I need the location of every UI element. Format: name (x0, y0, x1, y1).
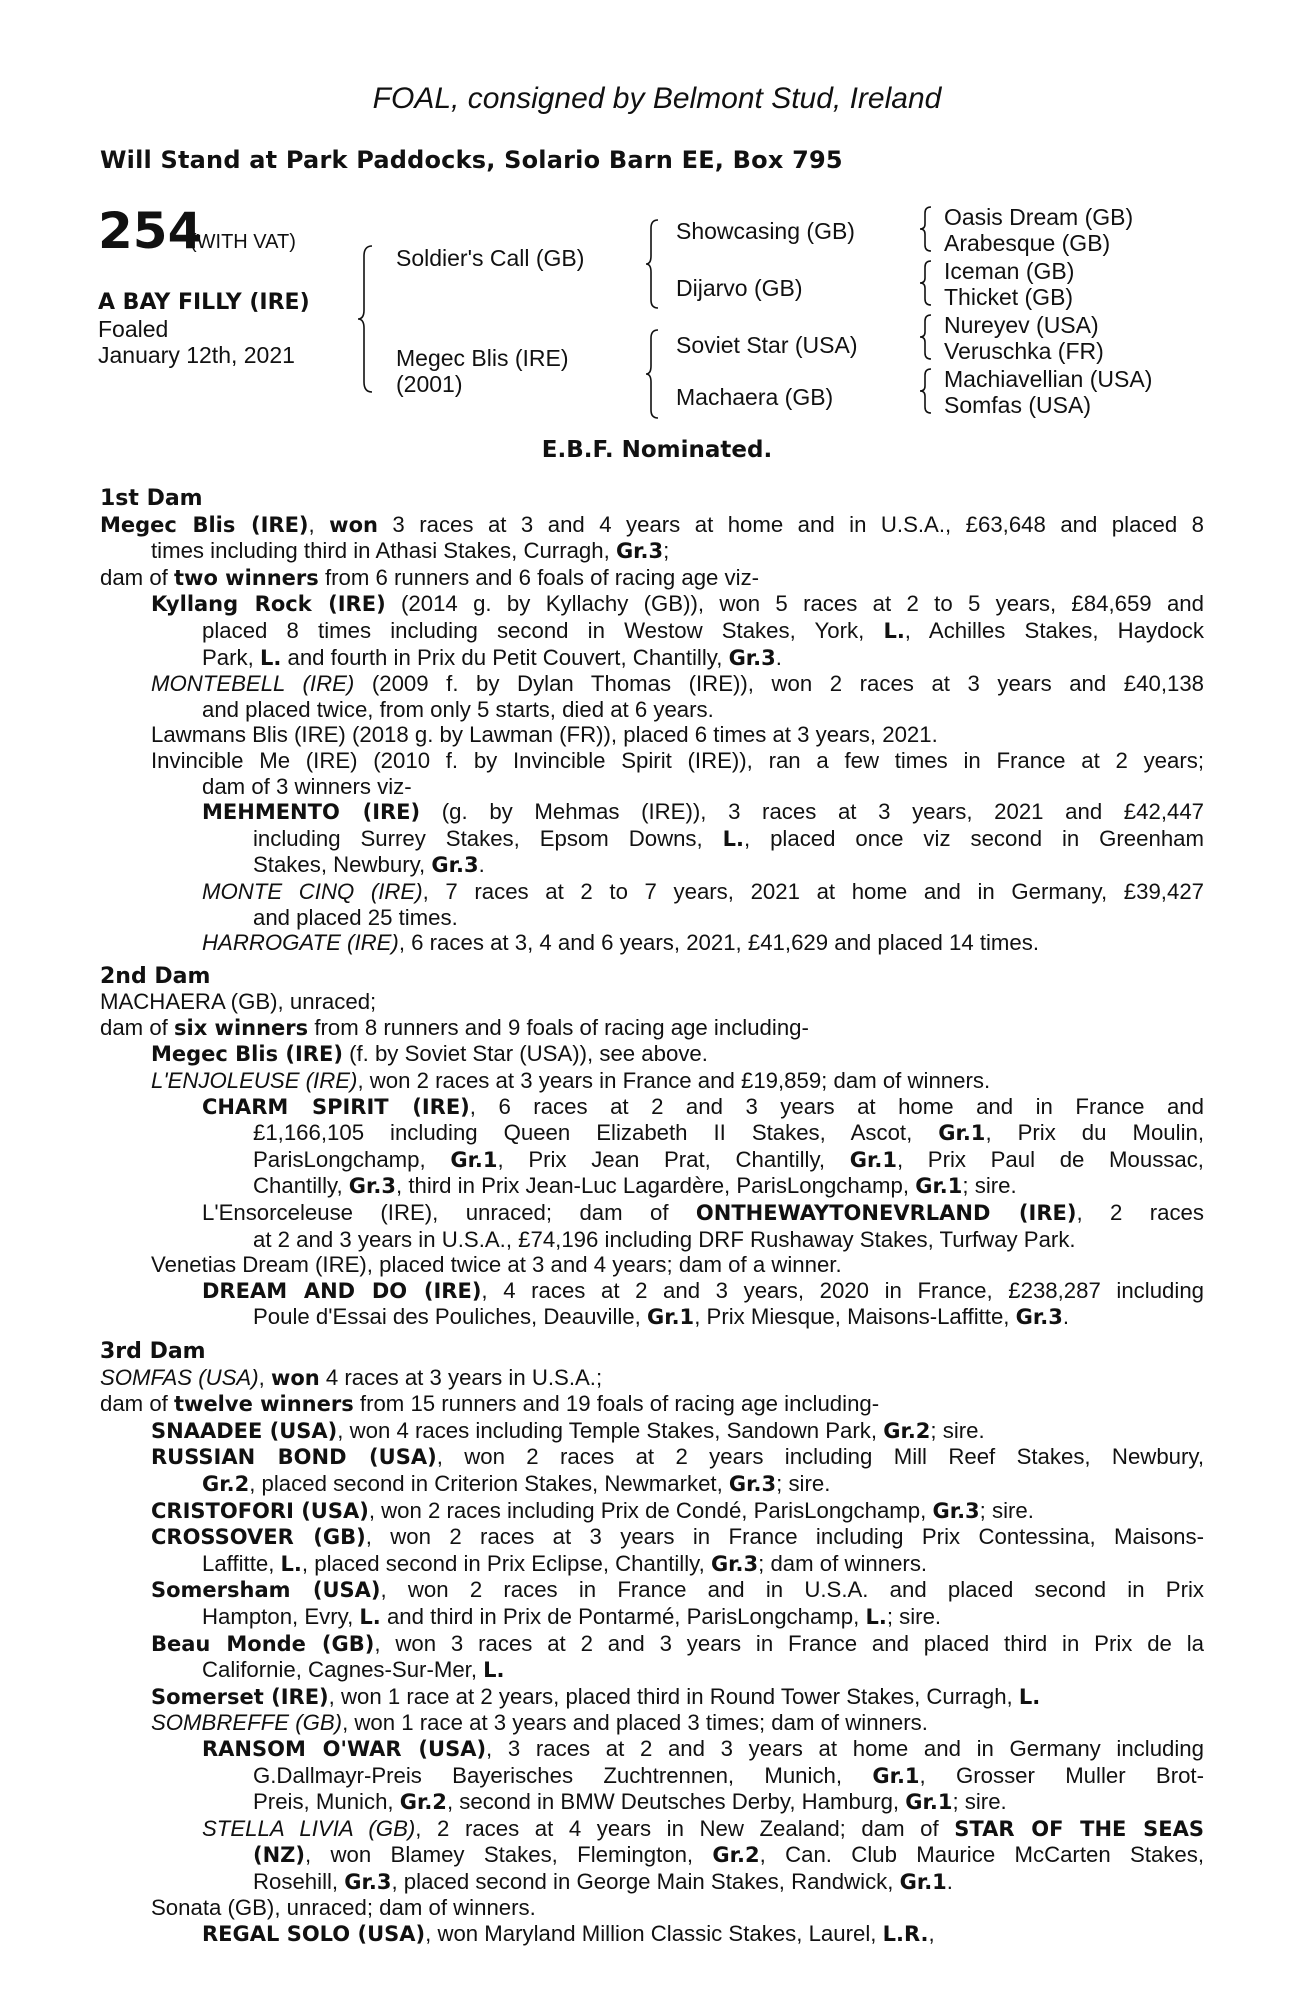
produce-charm-3: ParisLongchamp, Gr.1, Prix Jean Prat, Chantilly, Gr.1, Prix Paul de Moussac, (253, 1146, 1204, 1172)
vat-note: (WITH VAT) (190, 231, 296, 253)
produce-ransom-3: Preis, Munich, Gr.2, second in BMW Deutsches Derby, Hamburg, Gr.1; sire. (253, 1789, 1007, 1815)
produce-kyllang-3: Park, L. and fourth in Prix du Petit Couvert, Chantilly, Gr.3. (202, 644, 782, 670)
brace-1 (356, 244, 376, 394)
dsd: Veruschka (FR) (944, 338, 1104, 364)
produce-stella-2: (NZ), won Blamey Stakes, Flemington, Gr.2, Can. Club Maurice McCarten Stakes, (253, 1842, 1204, 1868)
lot-name: A BAY FILLY (IRE) (98, 290, 310, 315)
produce-ensorceleuse-1: L'Ensorceleuse (IRE), unraced; dam of ONTHEWAYTONEVRLAND (IRE), 2 races (202, 1200, 1204, 1226)
foaled-date: January 12th, 2021 (98, 342, 295, 368)
brace-6 (918, 313, 934, 361)
produce-invincible-2: dam of 3 winners viz- (202, 773, 412, 799)
lot-number: 254 (98, 202, 203, 260)
produce-mehmento-2: including Surrey Stakes, Epsom Downs, L., placed once viz second in Greenham (253, 825, 1204, 851)
produce-charm-4: Chantilly, Gr.3, third in Prix Jean-Luc Lagardère, ParisLongchamp, Gr.1; sire. (253, 1173, 1017, 1199)
produce-ransom-2: G.Dallmayr-Preis Bayerisches Zuchtrennen, Munich, Gr.1, Grosser Muller Brot- (253, 1762, 1204, 1788)
dam-dam: Machaera (GB) (676, 384, 834, 410)
produce-montebell-2: and placed twice, from only 5 starts, died at 6 years. (202, 696, 714, 722)
brace-2 (644, 218, 662, 310)
produce-somersham-2: Hampton, Evry, L. and third in Prix de Pontarmé, ParisLongchamp, L.; sire. (202, 1603, 942, 1629)
brace-4 (918, 205, 934, 253)
produce-russianbond-1: RUSSIAN BOND (USA), won 2 races at 2 years including Mill Reef Stakes, Newbury, (151, 1444, 1205, 1470)
produce-mehmento-3: Stakes, Newbury, Gr.3. (253, 852, 485, 878)
dam: Megec Blis (IRE) (396, 345, 569, 371)
produce-somersham-1: Somersham (USA), won 2 races in France and in U.S.A. and placed second in Prix (151, 1577, 1204, 1603)
produce-lawmans: Lawmans Blis (IRE) (2018 g. by Lawman (FR)), placed 6 times at 3 years, 2021. (151, 722, 938, 748)
produce-somerset: Somerset (IRE), won 1 race at 2 years, placed third in Round Tower Stakes, Curragh, L. (151, 1683, 1041, 1709)
dam3-line-1: SOMFAS (USA), won 4 races at 3 years in U.S.A.; (100, 1364, 603, 1390)
ddd: Somfas (USA) (944, 392, 1091, 418)
sire: Soldier's Call (GB) (396, 245, 585, 271)
produce-lenjoleuse: L'ENJOLEUSE (IRE), won 2 races at 3 years in France and £19,859; dam of winners. (151, 1068, 991, 1094)
produce-dreamanddo-2: Poule d'Essai des Pouliches, Deauville, Gr.1, Prix Miesque, Maisons-Laffitte, Gr.3. (253, 1304, 1069, 1330)
produce-dreamanddo-1: DREAM AND DO (IRE), 4 races at 2 and 3 years, 2020 in France, £238,287 including (202, 1277, 1204, 1303)
sire-sire: Showcasing (GB) (676, 218, 855, 244)
produce-charm-2: £1,166,105 including Queen Elizabeth II Stakes, Ascot, Gr.1, Prix du Moulin, (253, 1120, 1204, 1146)
ebf-nominated: E.B.F. Nominated. (541, 437, 773, 463)
produce-crossover-2: Laffitte, L., placed second in Prix Eclipse, Chantilly, Gr.3; dam of winners. (202, 1550, 928, 1576)
dss: Nureyev (USA) (944, 312, 1099, 338)
produce-russianbond-2: Gr.2, placed second in Criterion Stakes, Newmarket, Gr.3; sire. (202, 1470, 831, 1496)
sds: Iceman (GB) (944, 258, 1075, 284)
produce-harrogate: HARROGATE (IRE), 6 races at 3, 4 and 6 years, 2021, £41,629 and placed 14 times. (202, 930, 1039, 956)
produce-montecinq-1: MONTE CINQ (IRE), 7 races at 2 to 7 years, 2021 at home and in Germany, £39,427 (202, 878, 1204, 904)
dam-year: (2001) (396, 371, 463, 397)
brace-5 (918, 259, 934, 307)
produce-invincible-1: Invincible Me (IRE) (2010 f. by Invincible Spirit (IRE)), ran a few times in France at 2 years; (151, 747, 1204, 773)
dam2-line-1: MACHAERA (GB), unraced; (100, 989, 377, 1015)
produce-ensorceleuse-2: at 2 and 3 years in U.S.A., £74,196 including DRF Rushaway Stakes, Turfway Park. (253, 1226, 1076, 1252)
section-3rd-dam: 3rd Dam (100, 1339, 206, 1364)
sire-dam: Dijarvo (GB) (676, 275, 803, 301)
produce-crossover-1: CROSSOVER (GB), won 2 races at 3 years in France including Prix Contessina, Maisons- (151, 1524, 1204, 1550)
produce-megec: Megec Blis (IRE) (f. by Soviet Star (USA)), see above. (151, 1041, 708, 1067)
produce-regalsolo: REGAL SOLO (USA), won Maryland Million Classic Stakes, Laurel, L.R., (202, 1921, 935, 1947)
produce-beaumonde-2: Californie, Cagnes-Sur-Mer, L. (202, 1657, 505, 1683)
dam3-line-2: dam of twelve winners from 15 runners and 19 foals of racing age including- (100, 1391, 880, 1417)
produce-snaadee: SNAADEE (USA), won 4 races including Temple Stakes, Sandown Park, Gr.2; sire. (151, 1417, 985, 1443)
produce-venetias: Venetias Dream (IRE), placed twice at 3 and 4 years; dam of a winner. (151, 1252, 842, 1278)
produce-charm-1: CHARM SPIRIT (IRE), 6 races at 2 and 3 years at home and in France and (202, 1093, 1204, 1119)
produce-montecinq-2: and placed 25 times. (253, 904, 458, 930)
dam-sire: Soviet Star (USA) (676, 332, 858, 358)
dam1-line-3: dam of two winners from 6 runners and 6 foals of racing age viz- (100, 564, 760, 590)
dam1-line-1: Megec Blis (IRE), won 3 races at 3 and 4 years at home and in U.S.A., £63,648 and placed 8 (100, 511, 1204, 537)
dam1-line-2: times including third in Athasi Stakes, Curragh, Gr.3; (151, 538, 670, 564)
foaled-label: Foaled (98, 316, 169, 342)
produce-record (100, 486, 1204, 1948)
page-title: FOAL, consigned by Belmont Stud, Ireland (372, 82, 942, 115)
sss: Oasis Dream (GB) (944, 204, 1134, 230)
brace-7 (918, 367, 934, 415)
produce-sonata: Sonata (GB), unraced; dam of winners. (151, 1895, 536, 1921)
sdd: Thicket (GB) (944, 284, 1074, 310)
produce-mehmento-1: MEHMENTO (IRE) (g. by Mehmas (IRE)), 3 races at 3 years, 2021 and £42,447 (202, 799, 1204, 825)
stand-location: Will Stand at Park Paddocks, Solario Barn EE, Box 795 (100, 146, 843, 174)
produce-stella-3: Rosehill, Gr.3, placed second in George Main Stakes, Randwick, Gr.1. (253, 1868, 953, 1894)
ssd: Arabesque (GB) (944, 230, 1111, 256)
produce-kyllang-2: placed 8 times including second in Westow Stakes, York, L., Achilles Stakes, Haydock (202, 617, 1204, 643)
produce-kyllang-1: Kyllang Rock (IRE) (2014 g. by Kyllachy (GB)), won 5 races at 2 to 5 years, £84,659 and (151, 591, 1204, 617)
dam1-name: Megec Blis (IRE) (100, 512, 309, 537)
brace-3 (644, 328, 662, 420)
produce-beaumonde-1: Beau Monde (GB), won 3 races at 2 and 3 years in France and placed third in Prix de la (151, 1630, 1205, 1656)
produce-stella-1: STELLA LIVIA (GB), 2 races at 4 years in New Zealand; dam of STAR OF THE SEAS (202, 1815, 1204, 1841)
dam2-line-2: dam of six winners from 8 runners and 9 foals of racing age including- (100, 1014, 809, 1040)
dds: Machiavellian (USA) (944, 366, 1153, 392)
produce-montebell-1: MONTEBELL (IRE) (2009 f. by Dylan Thomas (IRE)), won 2 races at 3 years and £40,138 (151, 671, 1204, 697)
produce-sombreffe: SOMBREFFE (GB), won 1 race at 3 years and placed 3 times; dam of winners. (151, 1710, 928, 1736)
produce-cristofori: CRISTOFORI (USA), won 2 races including Prix de Condé, ParisLongchamp, Gr.3; sire. (151, 1497, 1034, 1523)
section-1st-dam: 1st Dam (100, 486, 203, 511)
section-2nd-dam: 2nd Dam (100, 963, 211, 989)
produce-ransom-1: RANSOM O'WAR (USA), 3 races at 2 and 3 years at home and in Germany including (202, 1735, 1204, 1761)
